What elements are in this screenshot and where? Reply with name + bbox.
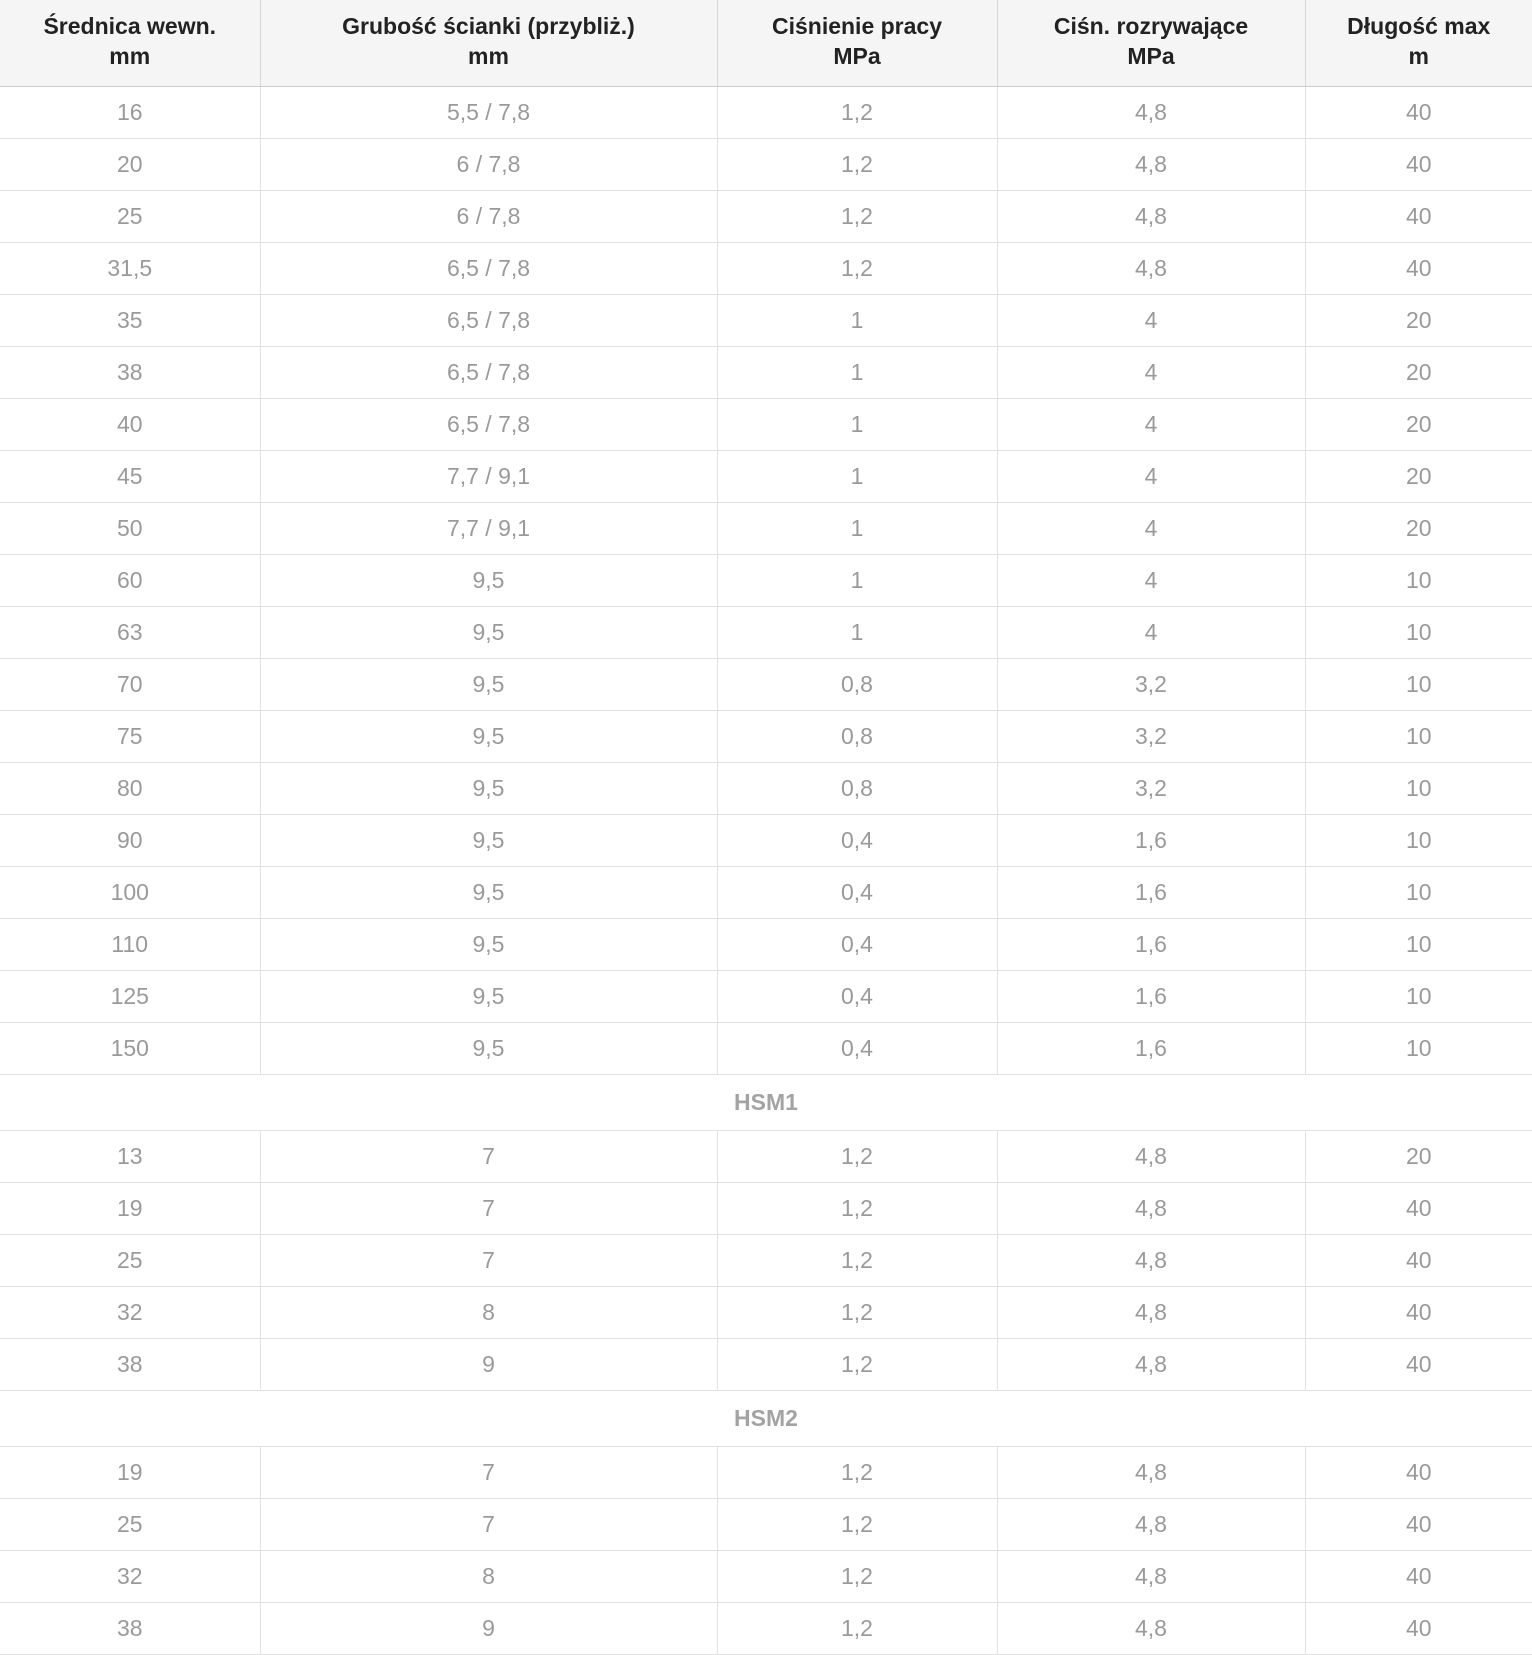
table-cell: 7 <box>260 1234 717 1286</box>
table-cell: 32 <box>0 1550 260 1602</box>
table-cell: 0,4 <box>717 866 997 918</box>
table-row <box>0 1022 1532 1074</box>
table-row <box>0 86 1532 138</box>
table-cell: 10 <box>1305 606 1532 658</box>
table-cell: 80 <box>0 762 260 814</box>
table-row <box>0 1446 1532 1498</box>
table-cell: 20 <box>1305 450 1532 502</box>
table-cell: 1,2 <box>717 1338 997 1390</box>
column-header-unit: MPa <box>1127 42 1175 69</box>
table-cell: 40 <box>1305 138 1532 190</box>
column-header-title: Ciśn. rozrywające <box>1053 13 1249 39</box>
column-header-4 <box>997 0 1305 86</box>
table-cell: 63 <box>0 606 260 658</box>
table-row <box>0 814 1532 866</box>
table-cell: 6 / 7,8 <box>260 190 717 242</box>
table-cell: 4,8 <box>997 138 1305 190</box>
table-cell: 0,4 <box>717 814 997 866</box>
table-cell: 8 <box>260 1550 717 1602</box>
table-cell: 35 <box>0 294 260 346</box>
table-row <box>0 294 1532 346</box>
column-header-unit: mm <box>468 42 509 69</box>
table-row <box>0 1550 1532 1602</box>
column-header-title: Długość max <box>1347 13 1491 39</box>
table-header-row <box>0 0 1532 86</box>
table-cell: 9,5 <box>260 970 717 1022</box>
table-cell: 9,5 <box>260 1022 717 1074</box>
group-label: HSM2 <box>0 1390 1532 1446</box>
column-header-title: Średnica wewn. <box>43 13 217 39</box>
table-cell: 90 <box>0 814 260 866</box>
table-cell: 1 <box>717 346 997 398</box>
table-cell: 4 <box>997 450 1305 502</box>
table-cell: 9,5 <box>260 814 717 866</box>
table-cell: 7,7 / 9,1 <box>260 502 717 554</box>
table-cell: 125 <box>0 970 260 1022</box>
table-row <box>0 1286 1532 1338</box>
table-cell: 6,5 / 7,8 <box>260 294 717 346</box>
table-cell: 40 <box>1305 86 1532 138</box>
table-cell: 4 <box>997 606 1305 658</box>
table-cell: 1,6 <box>997 866 1305 918</box>
table-cell: 4,8 <box>997 1338 1305 1390</box>
table-cell: 40 <box>1305 1234 1532 1286</box>
table-cell: 3,2 <box>997 658 1305 710</box>
table-cell: 7 <box>260 1446 717 1498</box>
table-cell: 4 <box>997 346 1305 398</box>
table-cell: 1 <box>717 398 997 450</box>
table-cell: 9,5 <box>260 866 717 918</box>
table-cell: 9,5 <box>260 762 717 814</box>
table-body <box>0 86 1532 1654</box>
table-cell: 40 <box>1305 1550 1532 1602</box>
table-cell: 13 <box>0 1130 260 1182</box>
table-row <box>0 658 1532 710</box>
table-group-row <box>0 1074 1532 1130</box>
table-cell: 1,2 <box>717 1602 997 1654</box>
table-cell: 10 <box>1305 658 1532 710</box>
table-cell: 25 <box>0 1234 260 1286</box>
table-cell: 10 <box>1305 970 1532 1022</box>
table-cell: 1 <box>717 606 997 658</box>
table-cell: 31,5 <box>0 242 260 294</box>
table-cell: 1,6 <box>997 918 1305 970</box>
table-row <box>0 138 1532 190</box>
table-cell: 25 <box>0 190 260 242</box>
table-cell: 38 <box>0 346 260 398</box>
table-cell: 4,8 <box>997 190 1305 242</box>
table-cell: 10 <box>1305 762 1532 814</box>
table-cell: 0,8 <box>717 710 997 762</box>
table-row <box>0 242 1532 294</box>
table-row <box>0 1234 1532 1286</box>
table-cell: 4,8 <box>997 1130 1305 1182</box>
table-row <box>0 346 1532 398</box>
table-cell: 1,2 <box>717 1182 997 1234</box>
table-cell: 0,4 <box>717 1022 997 1074</box>
table-cell: 1,2 <box>717 242 997 294</box>
table-cell: 38 <box>0 1602 260 1654</box>
table-cell: 100 <box>0 866 260 918</box>
table-cell: 9,5 <box>260 554 717 606</box>
table-cell: 9 <box>260 1338 717 1390</box>
table-cell: 9,5 <box>260 658 717 710</box>
table-row <box>0 450 1532 502</box>
table-cell: 38 <box>0 1338 260 1390</box>
table-row <box>0 762 1532 814</box>
table-row <box>0 970 1532 1022</box>
table-cell: 40 <box>0 398 260 450</box>
table-cell: 20 <box>1305 346 1532 398</box>
table-cell: 40 <box>1305 1602 1532 1654</box>
table-cell: 0,8 <box>717 658 997 710</box>
table-cell: 9 <box>260 1602 717 1654</box>
table-cell: 20 <box>1305 1130 1532 1182</box>
table-cell: 4 <box>997 398 1305 450</box>
table-cell: 40 <box>1305 1182 1532 1234</box>
table-cell: 1 <box>717 554 997 606</box>
table-cell: 110 <box>0 918 260 970</box>
table-cell: 45 <box>0 450 260 502</box>
table-cell: 4 <box>997 502 1305 554</box>
table-cell: 10 <box>1305 554 1532 606</box>
table-row <box>0 190 1532 242</box>
table-cell: 4,8 <box>997 1550 1305 1602</box>
table-cell: 7 <box>260 1498 717 1550</box>
table-cell: 32 <box>0 1286 260 1338</box>
table-cell: 1 <box>717 294 997 346</box>
column-header-2 <box>260 0 717 86</box>
table-cell: 8 <box>260 1286 717 1338</box>
table-cell: 7 <box>260 1130 717 1182</box>
table-cell: 150 <box>0 1022 260 1074</box>
table-cell: 20 <box>0 138 260 190</box>
table-cell: 1,2 <box>717 1498 997 1550</box>
table-cell: 9,5 <box>260 606 717 658</box>
table-cell: 1,6 <box>997 970 1305 1022</box>
table-cell: 6,5 / 7,8 <box>260 346 717 398</box>
table-cell: 40 <box>1305 1446 1532 1498</box>
table-cell: 4,8 <box>997 1286 1305 1338</box>
table-cell: 1,2 <box>717 1234 997 1286</box>
column-header-3 <box>717 0 997 86</box>
table-cell: 1,2 <box>717 190 997 242</box>
table-cell: 4 <box>997 554 1305 606</box>
table-cell: 19 <box>0 1446 260 1498</box>
table-cell: 70 <box>0 658 260 710</box>
column-header-unit: mm <box>109 42 151 69</box>
table-row <box>0 918 1532 970</box>
table-cell: 40 <box>1305 1498 1532 1550</box>
table-cell: 6 / 7,8 <box>260 138 717 190</box>
table-row <box>0 502 1532 554</box>
table-row <box>0 1182 1532 1234</box>
table-row <box>0 710 1532 762</box>
table-row <box>0 554 1532 606</box>
table-cell: 20 <box>1305 398 1532 450</box>
column-header-1 <box>0 0 260 86</box>
table-cell: 1,6 <box>997 1022 1305 1074</box>
table-cell: 4,8 <box>997 242 1305 294</box>
table-cell: 1 <box>717 502 997 554</box>
table-cell: 4 <box>997 294 1305 346</box>
table-cell: 4,8 <box>997 1182 1305 1234</box>
table-cell: 50 <box>0 502 260 554</box>
table-cell: 10 <box>1305 866 1532 918</box>
table-cell: 10 <box>1305 918 1532 970</box>
table-row <box>0 1130 1532 1182</box>
table-cell: 19 <box>0 1182 260 1234</box>
table-cell: 1,2 <box>717 1286 997 1338</box>
table-cell: 1,2 <box>717 1446 997 1498</box>
table-cell: 9,5 <box>260 918 717 970</box>
table-cell: 10 <box>1305 814 1532 866</box>
table-cell: 3,2 <box>997 762 1305 814</box>
table-group-row <box>0 1390 1532 1446</box>
table-cell: 0,4 <box>717 918 997 970</box>
table-cell: 5,5 / 7,8 <box>260 86 717 138</box>
table-cell: 20 <box>1305 502 1532 554</box>
table-cell: 1,2 <box>717 1130 997 1182</box>
table-cell: 40 <box>1305 190 1532 242</box>
table-cell: 6,5 / 7,8 <box>260 242 717 294</box>
group-label: HSM1 <box>0 1074 1532 1130</box>
table-cell: 20 <box>1305 294 1532 346</box>
table-cell: 9,5 <box>260 710 717 762</box>
table-cell: 0,8 <box>717 762 997 814</box>
table-row <box>0 866 1532 918</box>
table-cell: 1,6 <box>997 814 1305 866</box>
table-cell: 75 <box>0 710 260 762</box>
table-row <box>0 1602 1532 1654</box>
table-cell: 1,2 <box>717 1550 997 1602</box>
column-header-unit: MPa <box>833 42 881 69</box>
table-cell: 16 <box>0 86 260 138</box>
table-cell: 40 <box>1305 1286 1532 1338</box>
column-header-unit: m <box>1408 42 1429 69</box>
table-cell: 7 <box>260 1182 717 1234</box>
table-cell: 10 <box>1305 710 1532 762</box>
table-row <box>0 398 1532 450</box>
column-header-title: Ciśnienie pracy <box>771 13 943 39</box>
table-cell: 25 <box>0 1498 260 1550</box>
table-cell: 4,8 <box>997 1446 1305 1498</box>
table-cell: 60 <box>0 554 260 606</box>
table-row <box>0 606 1532 658</box>
table-header <box>0 0 1532 86</box>
table-cell: 0,4 <box>717 970 997 1022</box>
table-cell: 40 <box>1305 1338 1532 1390</box>
table-cell: 4,8 <box>997 1498 1305 1550</box>
table-cell: 3,2 <box>997 710 1305 762</box>
table-cell: 1 <box>717 450 997 502</box>
table-cell: 40 <box>1305 242 1532 294</box>
table-cell: 10 <box>1305 1022 1532 1074</box>
table-cell: 1,2 <box>717 86 997 138</box>
table-cell: 7,7 / 9,1 <box>260 450 717 502</box>
table-row <box>0 1338 1532 1390</box>
table-cell: 4,8 <box>997 1602 1305 1654</box>
column-header-title: Grubość ścianki (przybliż.) <box>342 13 635 39</box>
table-cell: 1,2 <box>717 138 997 190</box>
table-cell: 6,5 / 7,8 <box>260 398 717 450</box>
table-cell: 4,8 <box>997 86 1305 138</box>
table-row <box>0 1498 1532 1550</box>
table-cell: 4,8 <box>997 1234 1305 1286</box>
column-header-5 <box>1305 0 1532 86</box>
